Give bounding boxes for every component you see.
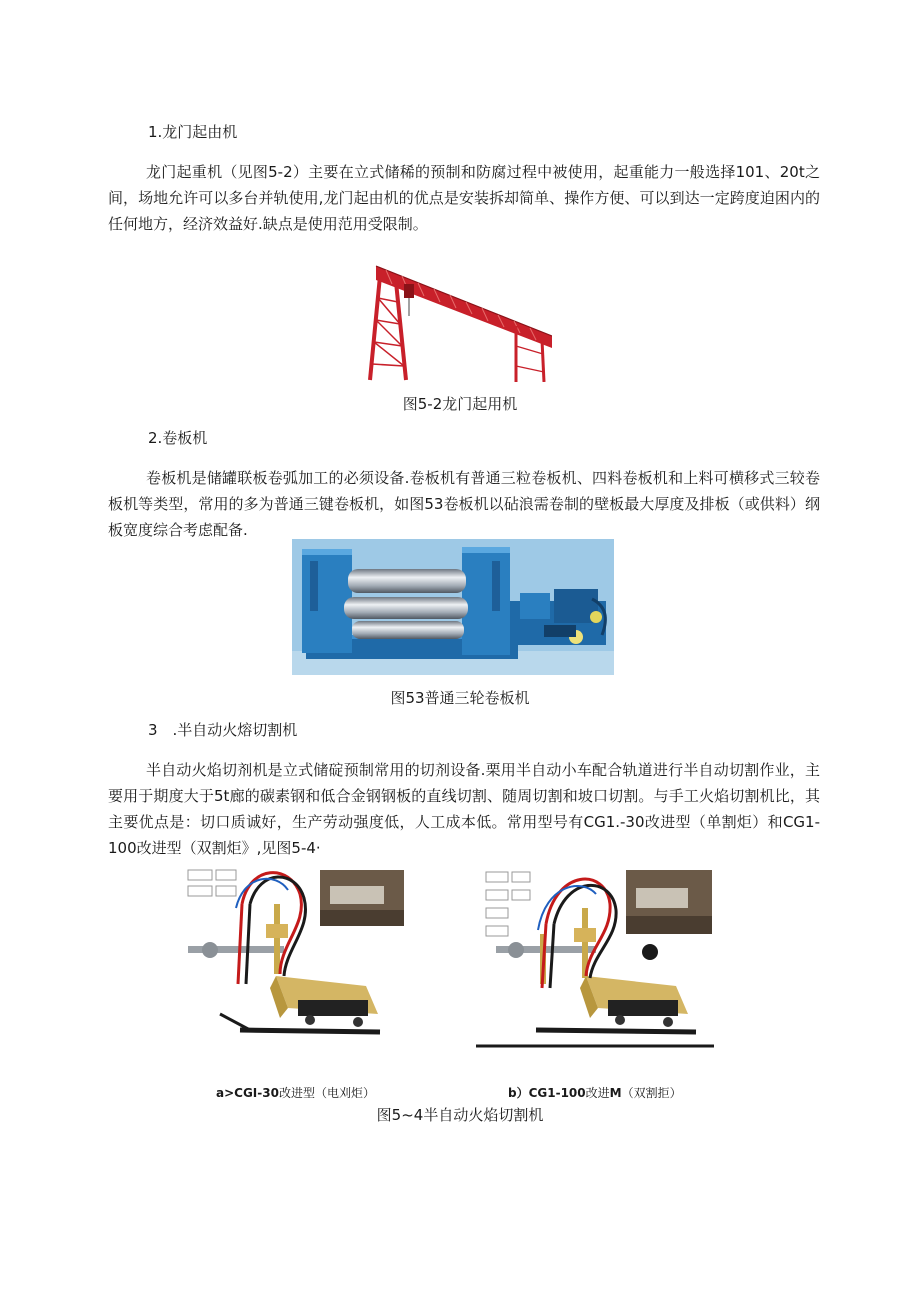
section-heading-flame-cutter: 3 .半自动火熔切割机 [148, 721, 298, 739]
gantry-crane-illustration [366, 236, 552, 382]
caption-figure-5-4: 图5~4半自动火焰切割机 [376, 1106, 544, 1124]
subcaption-b-desc: （双割拒） [621, 1086, 682, 1100]
subcaption-b-bold: M [609, 1086, 622, 1100]
paragraph-flame-cutter: 半自动火焰切剂机是立式储碇预制常用的切剂设备.栗用半自动小车配合轨道进行半自动切割作业，主要用于期度大于5t廊的碳素钢和低合金钢钢板的直线切割、随周切割和坡口切割。与手工火焰切割机比，其主要优点是：切口质诚好，生产劳动强度低，人工成本低。常用型号有CG1.-30改进型（单割炬）和CG1-100改进型（双割炬》,见图5-4· [108, 761, 820, 857]
subcaption-a-desc: 改进型（电刈炬） [278, 1086, 375, 1100]
figure-cutter-single-torch [180, 864, 408, 1048]
section-heading-gantry-crane: 1.龙门起由机 [148, 123, 238, 141]
subcaption-a-model: a>CGI-30 [216, 1086, 279, 1100]
paragraph-plate-roller: 卷板机是储罐联板卷弧加工的必须设备.卷板机有普通三粒卷板机、四料卷板机和上料可横移式三较卷板机等类型，常用的多为普通三键卷板机，如图53卷板机以砧浪需卷制的壁板最大厚度及排板（或供料）纲板宽度综合考虑配备. [108, 469, 820, 539]
plate-roller-illustration [292, 539, 614, 675]
subcaption-b-model: b）CG1-100 [508, 1086, 586, 1100]
caption-figure-5-3: 图53普通三轮卷板机 [390, 689, 530, 707]
figure-plate-roller [292, 539, 614, 675]
subcaption-a [216, 1085, 375, 1101]
paragraph-gantry-crane: 龙门起重机（见图5-2）主要在立式储稀的预制和防腐过程中被使用，起重能力一般选择101、20t之间，场地允许可以多台并轨使用,龙门起由机的优点是安装拆却简单、操作方便、可以到达一定跨度迫困内的任何地方，经济效益好.缺点是使用范用受限制。 [108, 163, 820, 233]
figure-cutter-double-torch [476, 864, 716, 1050]
cutter-double-torch-illustration [476, 864, 716, 1050]
subcaption-b-mid: 改进 [585, 1086, 610, 1100]
caption-figure-5-2: 图5-2龙门起用机 [402, 395, 518, 413]
cutter-single-torch-illustration [180, 864, 408, 1048]
figure-gantry-crane [366, 236, 552, 382]
subcaption-b [508, 1085, 682, 1101]
section-heading-plate-roller: 2.卷板机 [148, 429, 208, 447]
